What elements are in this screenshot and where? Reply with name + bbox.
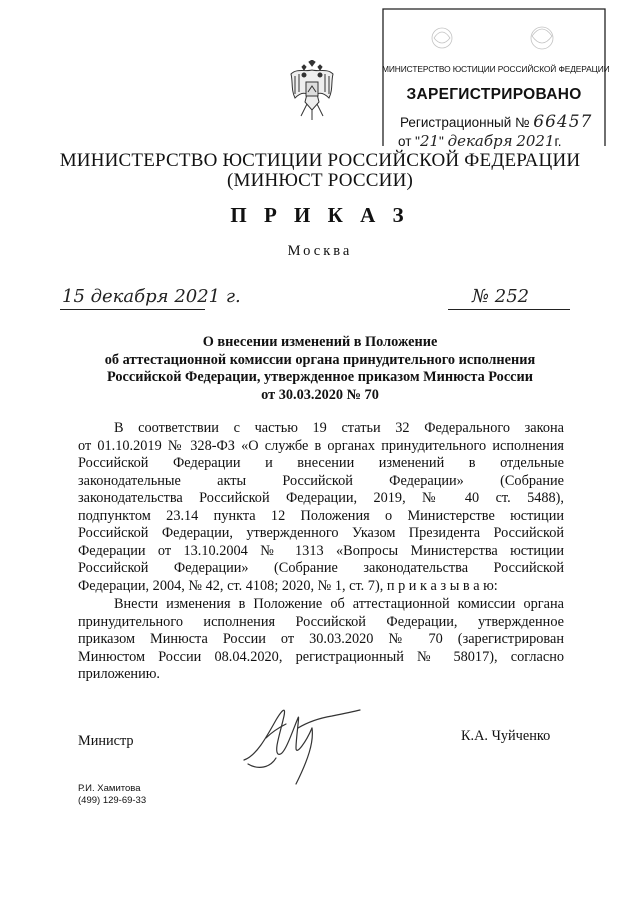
stamp-date-quote: ": [439, 134, 444, 149]
body-line: Внести изменения в Положение об аттестационной комиссии органа: [114, 596, 564, 612]
coat-of-arms-icon: [287, 60, 337, 122]
subject-line: Российской Федерации, утвержденное приказом Минюста России: [107, 369, 533, 385]
handwritten-signature: [236, 698, 366, 786]
stamp-ministry-text: МИНИСТЕРСТВО ЮСТИЦИИ РОССИЙСКОЙ ФЕДЕРАЦИИ: [382, 64, 610, 74]
stamp-date-day: 21: [419, 132, 440, 150]
stamp-reg-number: [400, 112, 606, 132]
body-line: законодательства Российской Федерации, 2019, № 40 ст. 5488),: [78, 490, 564, 506]
body-line: от 01.10.2019 № 328-ФЗ «О службе в органах принудительного исполнения: [78, 437, 564, 454]
body-line: подпунктом 23.14 пункта 12 Положения о Министерстве юстиции: [78, 507, 564, 524]
executor-name: Р.И. Хамитова: [78, 783, 141, 794]
body-paragraph-2: [78, 596, 564, 684]
order-date: 15 декабря 2021 г.: [62, 286, 241, 307]
body-line: приказом Минюста России от 30.03.2020 № 70 (зарегистрирован: [78, 631, 564, 647]
document-city: Москва: [287, 243, 353, 259]
subject-line: от 30.03.2020 № 70: [261, 386, 379, 403]
body-line: Российской Федерации и внесении изменений в отдельные: [78, 455, 564, 471]
body-line: законодательные акты Российской Федерации» (Собрание: [78, 472, 564, 489]
body-line: Минюстом России 08.04.2020, регистрационный № 58017), согласно: [78, 648, 564, 665]
document-title: П Р И К А З: [230, 203, 410, 227]
stamp-registered-text: ЗАРЕГИСТРИРОВАНО: [406, 86, 582, 103]
order-date-underline: [60, 309, 205, 310]
stamp-date-suffix: г.: [554, 134, 562, 149]
subject-line: об аттестационной комиссии органа принудительного исполнения: [104, 351, 536, 368]
stamp-date-prefix: от ": [398, 134, 420, 149]
ministry-name: МИНИСТЕРСТВО ЮСТИЦИИ РОССИЙСКОЙ ФЕДЕРАЦИИ: [59, 150, 581, 171]
ministry-short-name: (МИНЮСТ РОССИИ): [226, 170, 414, 191]
body-line: Российской Федерации, утвержденного Указом Президента Российской: [78, 525, 564, 541]
registration-stamp: [382, 8, 610, 150]
body-line: принудительного исполнения Российской Федерации, утвержденное: [78, 613, 564, 630]
stamp-date-month: декабря: [447, 132, 513, 150]
signer-name: К.А. Чуйченко: [461, 728, 551, 744]
document-subject: [80, 334, 560, 404]
stamp-reg-date: [398, 132, 606, 150]
signer-position: Министр: [78, 733, 134, 749]
stamp-date-year: 2021: [516, 132, 555, 150]
body-paragraph-1: [78, 420, 564, 595]
stamp-reg-number-value: 66457: [533, 112, 593, 132]
subject-line: О внесении изменений в Положение: [202, 334, 438, 350]
order-number-underline: [448, 309, 570, 310]
executor-phone: (499) 129-69-33: [78, 795, 147, 806]
order-number: № 252: [472, 286, 530, 307]
body-line: Российской Федерации» (Собрание законодательства Российской: [78, 560, 564, 576]
body-line: приложению.: [78, 666, 160, 682]
executor-info: [78, 783, 146, 807]
stamp-reg-number-label: Регистрационный №: [400, 115, 530, 130]
body-line: Федерации от 13.10.2004 № 1313 «Вопросы Министерства юстиции: [78, 542, 564, 559]
body-line: Федерации, 2004, № 42, ст. 4108; 2020, № 1, ст. 7), п р и к а з ы в а ю:: [78, 577, 498, 594]
body-line: В соответствии с частью 19 статьи 32 Федерального закона: [114, 420, 564, 436]
